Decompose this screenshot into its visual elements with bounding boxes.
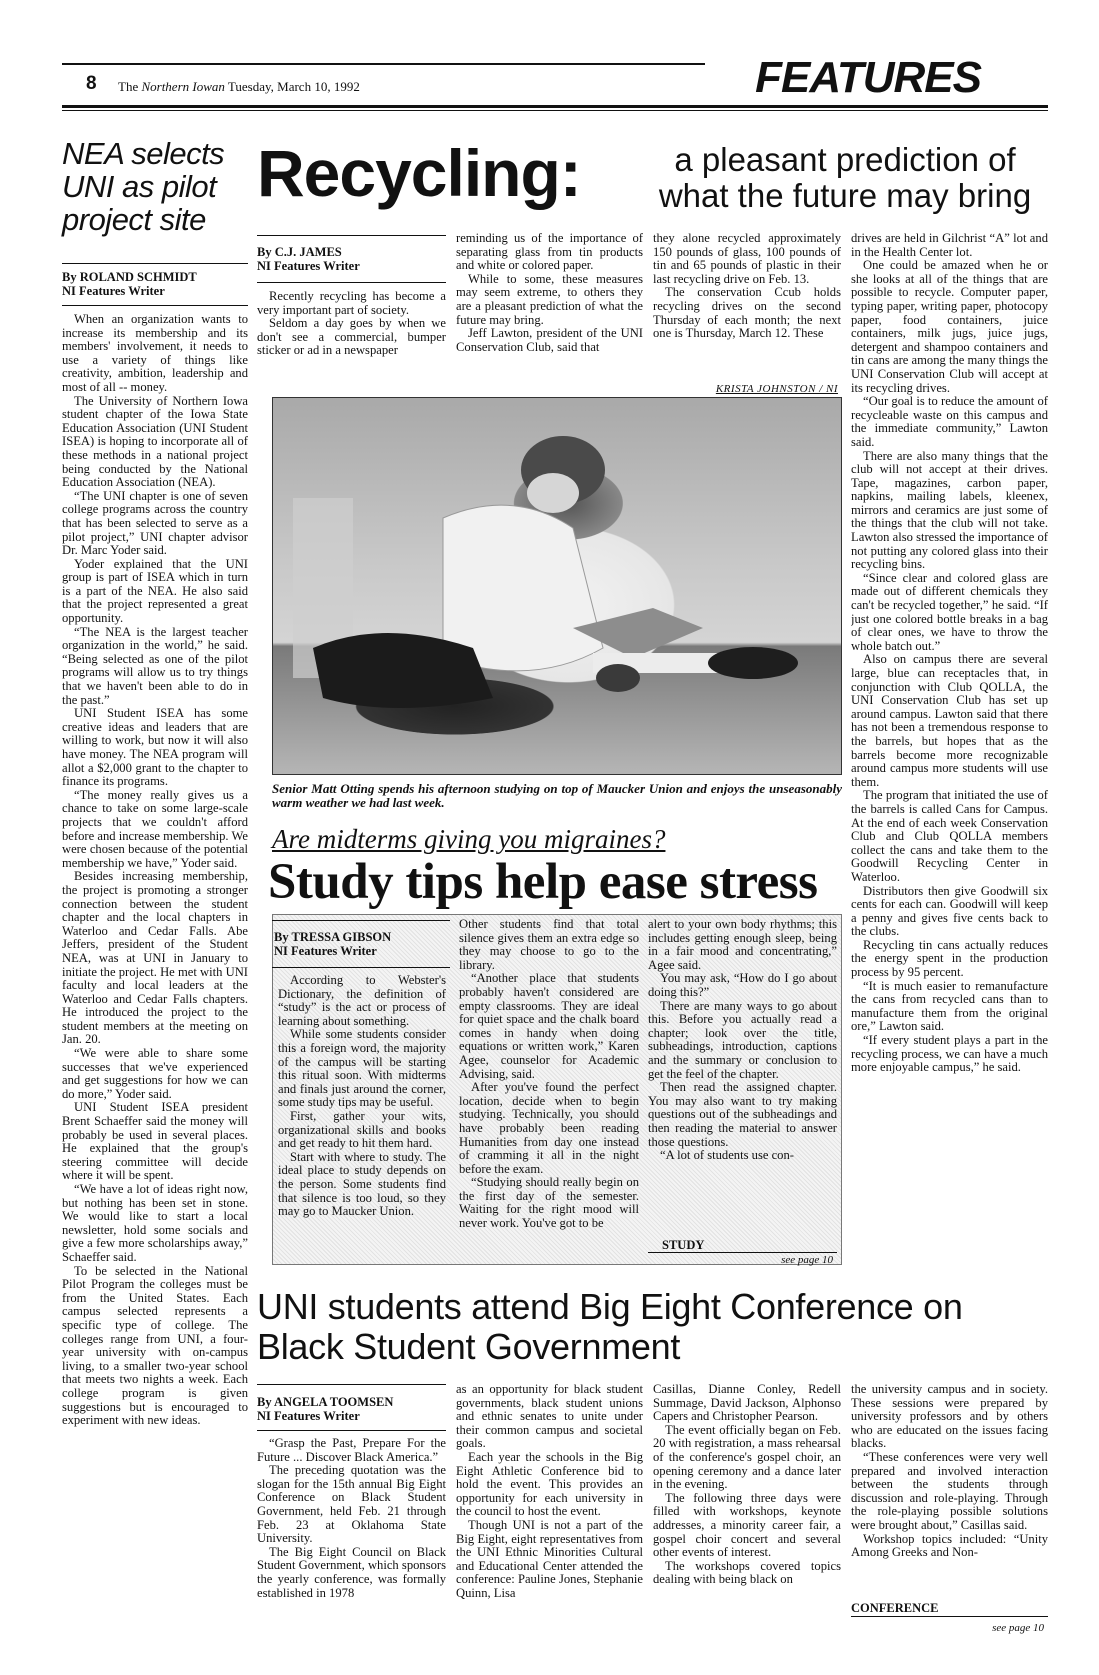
study-col1 <box>278 974 446 1262</box>
study-paragraph: Then read the assigned chapter. You may also want to try making questions out of the subheadings and then reading the material to answer those questions. <box>648 1080 837 1149</box>
conference-col1 <box>257 1437 446 1637</box>
study-jump-rule <box>648 1252 837 1253</box>
recycling-col4 <box>851 232 1048 1280</box>
recycling-subheadline: a pleasant prediction of what the future may bring <box>658 141 1032 214</box>
recycling-byline-role: NI Features Writer <box>257 259 360 273</box>
recycling-paragraph: reminding us of the importance of separating glass from tin products and white or colored paper. <box>456 232 643 273</box>
conference-paragraph: The Big Eight Council on Black Student Government, which sponsors the yearly conference, was formally established in 1978 <box>257 1544 446 1600</box>
conference-col2 <box>456 1383 643 1637</box>
nea-paragraph: When an organization wants to increase its membership and its members' involvement, it needs to use a variety of things like creativity, ambition, leadership and most of all -- money. <box>62 313 248 394</box>
study-paragraph: Other students find that total silence gives them an extra edge so they may choose to go to the library. <box>459 918 639 972</box>
conference-byline-rule-top <box>257 1384 446 1385</box>
nea-paragraph: Besides increasing membership, the project is promoting a stronger connection between the student chapter and the local chapters in Waterloo and Cedar Falls. Abe Jeffers, president of the Student NEA, was at UNI in January to initiate the project. He met with UNI faculty and local leaders at the Waterloo and Cedar Falls chapters. He introduced the project to the student members at the meeting on Jan. 20. <box>62 869 248 1047</box>
study-col2 <box>459 918 639 1262</box>
nea-paragraph: UNI Student ISEA has some creative ideas and leaders that are willing to work, but now it will also have money. The NEA program will allot a $2,000 grant to the chapter to finance its programs. <box>62 706 248 789</box>
nea-paragraph: The University of Northern Iowa student chapter of the Iowa State Education Association (UNI Student ISEA) is hoping to incorporate all of these methods in a national project being conducted by the National Education Association (NEA). <box>62 393 248 490</box>
recycling-paragraph: Also on campus there are several large, blue can receptacles that, in conjunction with Club QOLLA, the UNI Conservation Club has set up around campus. Lawton said that there has not been a tremendous response to the barrels, but hopes that as the barrels become more recognizable around campus more students will use them. <box>851 652 1048 789</box>
conference-byline <box>257 1395 446 1423</box>
nea-paragraph: UNI Student ISEA president Brent Schaeffer said the money will probably be used in several places. He explained that the group's steering committee will decide where it will be spent. <box>62 1100 248 1183</box>
nea-paragraph: “The NEA is the largest teacher organization in the world,” he said. “Being selected as one of the pilot programs will allow us to try things that we haven't been able to do in the past.” <box>62 624 248 707</box>
conference-paragraph: the university campus and in society. These sessions were prepared by university professors and by others who are educated on the issues facing blacks. <box>851 1383 1048 1451</box>
conference-col3 <box>653 1383 841 1637</box>
nea-byline-rule-bottom <box>62 305 248 306</box>
photo-credit: KRISTA JOHNSTON / NI <box>715 383 838 395</box>
conference-col4 <box>851 1383 1048 1601</box>
study-paragraph: There are many ways to go about this. Before you actually read a chapter; look over the title, subheadings, introduction, captions and the summary or conclusion to get the feel of the chapter. <box>648 998 837 1081</box>
conference-paragraph: as an opportunity for black student governments, black student unions and ethnic senates to unite under their common campus and societal goals. <box>456 1383 643 1451</box>
study-byline-rule-bottom <box>272 967 450 968</box>
study-paragraph: “A lot of students use con- <box>660 1148 794 1163</box>
paper-dateline <box>118 79 360 95</box>
recycling-byline-rule-bottom <box>257 282 446 283</box>
conference-paragraph: Workshop topics included: “Unity Among Greeks and Non- <box>851 1531 1048 1560</box>
conference-jump-word: CONFERENCE <box>851 1601 939 1615</box>
recycling-paragraph: Recently recycling has become a very important part of society. <box>257 290 446 317</box>
study-col3 <box>648 918 837 1238</box>
recycling-headline: Recycling: <box>257 136 581 210</box>
recycling-byline-author: By C.J. JAMES <box>257 245 342 259</box>
paper-prefix: The <box>118 79 142 94</box>
nea-paragraph: To be selected in the National Pilot Program the colleges must be from the United States. Each campus selected represents a specific type of college. The colleges range from UNI, a four-year university with on-campus living, to a smaller two-year school that meets two nights a week. Each college program is given suggestions but is encouraged to experiment with new ideas. <box>62 1263 248 1428</box>
nea-headline: NEA selects UNI as pilot project site <box>62 136 225 237</box>
nea-paragraph: “We were able to share some successes that we've experienced and get suggestions for how we can do more,” Yoder said. <box>62 1046 248 1101</box>
nea-paragraph: “The money really gives us a chance to take on some large-scale projects that we couldn't afford before and increase membership. We were chosen because of the potential membership we have,” Yoder said. <box>62 787 248 870</box>
study-paragraph: According to Webster's Dictionary, the definition of “study” is the act or process of learning about something. <box>278 974 446 1028</box>
nea-byline-role: NI Features Writer <box>62 284 165 298</box>
header-bottom-rule-thin <box>62 110 1048 111</box>
nea-byline-rule-top <box>62 263 248 264</box>
study-paragraph: alert to your own body rhythms; this includes getting enough sleep, being in a fair mood and concentrating,” Agee said. <box>648 918 837 972</box>
conference-jump-link[interactable]: see page 10 <box>992 1622 1044 1634</box>
recycling-paragraph: “Our goal is to reduce the amount of recycleable waste on this campus and the immediate community,” Lawton said. <box>851 394 1048 449</box>
conference-paragraph: Casillas, Dianne Conley, Redell Summage, David Jackson, Alphonso Capers and Christopher Pearson. <box>653 1383 841 1424</box>
conference-byline-role: NI Features Writer <box>257 1409 360 1423</box>
page-number: 8 <box>86 73 97 94</box>
recycling-byline-rule-top <box>257 235 446 236</box>
conference-paragraph: Each year the schools in the Big Eight Athletic Conference bid to hold the event. This provides an opportunity for each university in the council to host the event. <box>456 1449 643 1519</box>
study-paragraph: “Another place that students probably haven't considered are empty classrooms. They are ideal for quiet space and the chalk board comes in handy when doing equations or written work,” Karen Agee, counselor for Academic Advising, said. <box>459 971 639 1081</box>
recycling-paragraph: The program that initiated the use of the barrels is called Cans for Campus. At the end of each week Conservation Club and Club QOLLA members collect the cans and take them to the Goodwill Recycling Center in Waterloo. <box>851 788 1048 884</box>
header-bottom-rule <box>62 105 1048 108</box>
nea-paragraph: “The UNI chapter is one of seven college programs across the country that has been selected to serve as a pilot project,” UNI chapter advisor Dr. Marc Yoder said. <box>62 488 248 558</box>
nea-byline <box>62 270 248 298</box>
conference-paragraph: Though UNI is not a part of the Big Eight, eight representatives from the UNI Ethnic Minorities Cultural and Educational Center attended the conference: Pauline Jones, Stephanie Quinn, Lisa <box>456 1517 643 1600</box>
header-top-rule <box>62 63 705 65</box>
study-paragraph: Start with where to study. The ideal place to study depends on the person. Some students find that silence is too loud, so they may go to Maucker Union. <box>278 1149 446 1219</box>
study-byline <box>274 930 452 958</box>
recycling-paragraph: “Since clear and colored glass are made out of different chemicals they can't be recycled together,” he said. “If just one colored bottle breaks in a bag of clear ones, we have to throw the whole batch out.” <box>851 570 1048 653</box>
study-jump-word: STUDY <box>662 1238 705 1252</box>
recycling-paragraph: Jeff Lawton, president of the UNI Conservation Club, said that <box>456 326 643 354</box>
recycling-paragraph: There are also many things that the club will not accept at their drives. Tape, magazines, carbon paper, napkins, mailing labels, kleenex, mirrors and ceramics are just some of the things that the club will not take. Lawton also stressed the importance of not putting any colored glass into their recycling bins. <box>851 448 1048 572</box>
recycling-col3 <box>653 232 841 376</box>
nea-body <box>62 313 248 1635</box>
conference-paragraph: “These conferences were very well prepared and involved interaction between the students through discussion and role-playing. Through the role-playing possible solutions were brought about,” Casillas said. <box>851 1449 1048 1532</box>
conference-byline-rule-bottom <box>257 1430 446 1431</box>
study-byline-rule-top <box>272 920 450 921</box>
recycling-paragraph: they alone recycled approximately 150 pounds of glass, 100 pounds of tin and 65 pounds of plastic in their last recycling drive on Feb. 13. <box>653 232 841 286</box>
study-paragraph: First, gather your wits, organizational skills and books and get ready to hit them hard. <box>278 1108 446 1151</box>
recycling-paragraph: Seldom a day goes by when we don't see a commercial, bumper sticker or ad in a newspaper <box>257 316 446 358</box>
recycling-paragraph: “It is much easier to remanufacture the cans from recycled cans than to manufacture them from the original ore,” Lawton said. <box>851 978 1048 1034</box>
recycling-paragraph: The conservation Ccub holds recycling drives on the second Thursday of each month; the next one is Thursday, March 12. These <box>653 285 841 341</box>
photo-illustration <box>273 398 843 776</box>
conference-headline: UNI students attend Big Eight Conference on Black Student Government <box>257 1286 963 1367</box>
study-paragraph: “Studying should really begin on the first day of the semester. Waiting for the right mood will never work. You've got to be <box>459 1175 639 1231</box>
conference-jump-rule <box>851 1616 1048 1617</box>
study-paragraph: After you've found the perfect location, decide when to begin studying. Technically, you should have probably been reading Humanities from day one instead of cramming it all in the night before the exam. <box>459 1080 639 1176</box>
recycling-paragraph: One could be amazed when he or she looks at all of the things that are possible to recycle. Computer paper, typing paper, writing paper, photocopy paper, food containers, juice containers, milk jugs, juice jugs, detergent and shampoo containers and tin cans are among the many things the UNI Conservation Club will accept at its recycling drives. <box>851 258 1048 395</box>
recycling-paragraph: drives are held in Gilchrist “A” lot and in the Health Center lot. <box>851 232 1048 259</box>
recycling-paragraph: While to some, these measures may seem extreme, to others they are a pleasant prediction of what the future may bring. <box>456 271 643 327</box>
conference-paragraph: The following three days were filled with workshops, keynote addresses, a minority career fair, a gospel choir concert and several other events of interest. <box>653 1490 841 1560</box>
issue-date: Tuesday, March 10, 1992 <box>224 79 360 94</box>
photo-caption: Senior Matt Otting spends his afternoon studying on top of Maucker Union and enjoys the unseasonably warm weather we had last week. <box>272 781 842 810</box>
study-headline: Study tips help ease stress <box>268 854 818 910</box>
recycling-col1 <box>257 290 446 376</box>
study-jump-link[interactable]: see page 10 <box>781 1254 833 1266</box>
nea-paragraph: “We have a lot of ideas right now, but nothing has been set in stone. We would like to start a local newsletter, hold some socials and give a few more scholarships away,” Schaeffer said. <box>62 1182 248 1264</box>
student-studying-photo <box>272 397 842 775</box>
conference-paragraph: The workshops covered topics dealing with being black on <box>653 1558 841 1587</box>
recycling-paragraph: “If every student plays a part in the recycling process, we can have a much more enjoyable campus,” he said. <box>851 1033 1048 1075</box>
study-byline-role: NI Features Writer <box>274 944 377 958</box>
conference-byline-author: By ANGELA TOOMSEN <box>257 1395 394 1409</box>
study-kicker: Are midterms giving you migraines? <box>272 824 666 854</box>
paper-name: Northern Iowan <box>141 79 225 94</box>
nea-paragraph: Yoder explained that the UNI group is part of ISEA which in turn is a part of the NEA. He also said that the project represented a great opportunity. <box>62 556 248 626</box>
recycling-paragraph: Distributors then give Goodwill six cents for each can. Goodwill will keep a penny and gives five cents back to the clubs. <box>851 883 1048 939</box>
conference-paragraph: The preceding quotation was the slogan for the 15th annual Big Eight Conference on Black Student Government, held Feb. 21 through Feb. 23 at Oklahoma State University. <box>257 1463 446 1546</box>
recycling-col2 <box>456 232 643 376</box>
study-paragraph: You may ask, “How do I go about doing this?” <box>648 971 837 999</box>
section-title: FEATURES <box>755 53 981 102</box>
recycling-byline <box>257 245 446 273</box>
conference-paragraph: The event officially began on Feb. 20 with registration, a mass rehearsal of the conference's gospel choir, an opening ceremony and a dance later in the evening. <box>653 1422 841 1492</box>
conference-paragraph: “Grasp the Past, Prepare For the Future ... Discover Black America.” <box>257 1437 446 1464</box>
study-paragraph: While some students consider this a foreign word, the majority of the campus will be starting this ritual soon. With midterms and finals just around the corner, some study tips may be useful. <box>278 1027 446 1110</box>
recycling-paragraph: Recycling tin cans actually reduces the energy spent in the production process by 95 percent. <box>851 937 1048 980</box>
nea-byline-author: By ROLAND SCHMIDT <box>62 270 197 284</box>
study-byline-author: By TRESSA GIBSON <box>274 930 392 944</box>
